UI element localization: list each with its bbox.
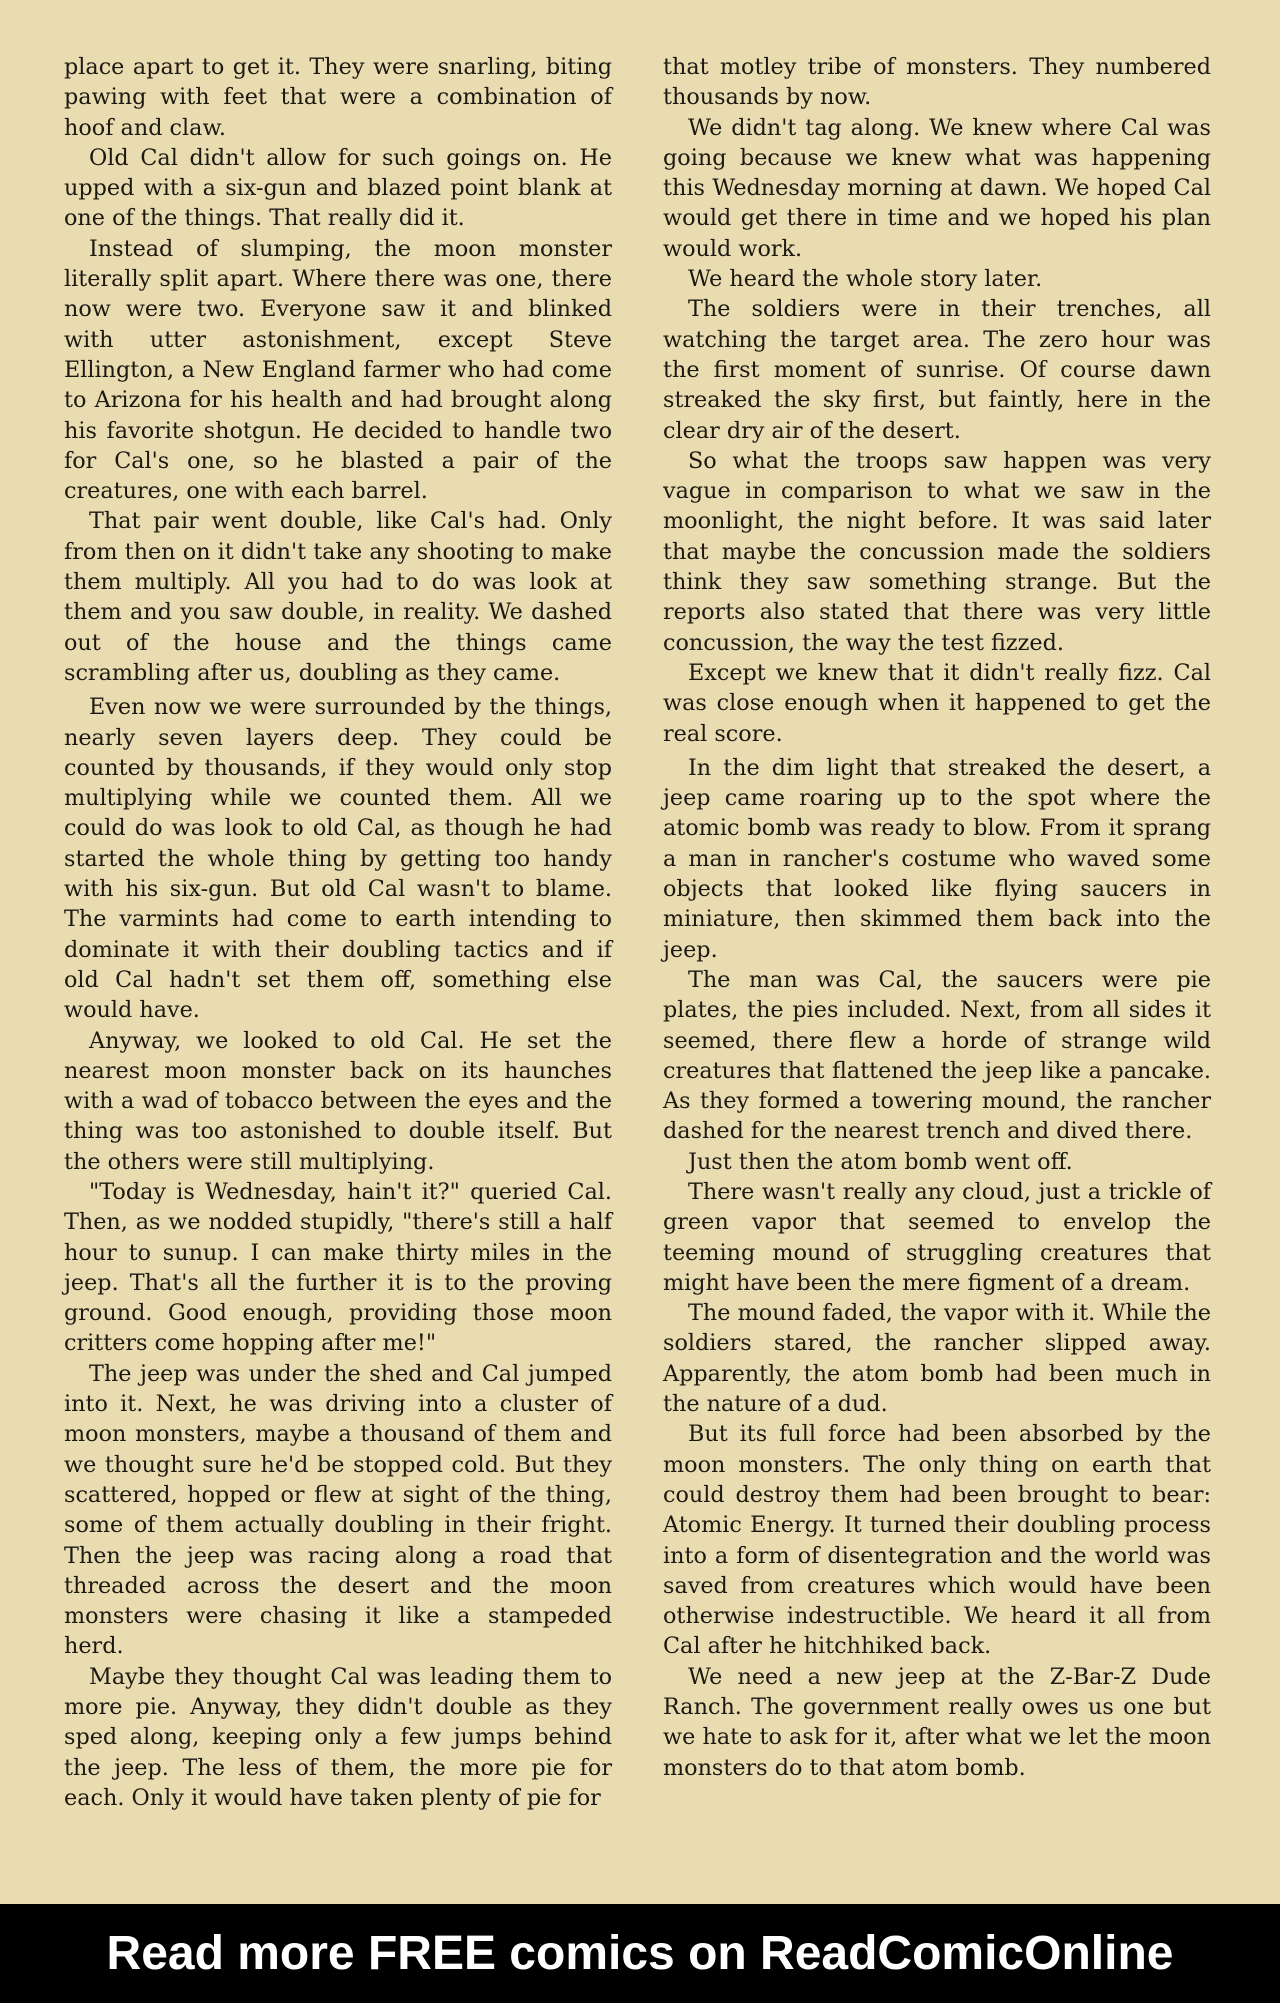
story-paragraph: The soldiers were in their trenches, all watching the target area. The zero hour was the first moment of sunrise. Of course dawn streaked the sky first, but faintly, here in the clear dry air of the desert.: [663, 296, 1211, 444]
story-paragraph: Anyway, we looked to old Cal. He set the nearest moon monster back on its haunches with a wad of tobacco between the eyes and the thing was too astonished to double itself. But the others were still multiplying.: [64, 1027, 612, 1175]
story-paragraph: That pair went double, like Cal's had. Only from then on it didn't take any shooting to make them multiply. All you had to do was look at them and you saw double, in reality. We dashed out of the house and the things came scrambling after us, doubling as they came.: [64, 508, 612, 686]
story-paragraph: Except we knew that it didn't really fizz. Cal was close enough when it happened to get the real score.: [663, 659, 1211, 747]
promo-banner: Read more FREE comics on ReadComicOnline: [0, 1904, 1280, 2003]
story-paragraph: place apart to get it. They were snarling, biting pawing with feet that were a combination of hoof and claw.: [64, 54, 612, 141]
story-paragraph: We heard the whole story later.: [688, 266, 1043, 293]
story-paragraph: Just then the atom bomb went off.: [688, 1148, 1073, 1175]
story-paragraph: Old Cal didn't allow for such goings on. He upped with a six-gun and blazed point blank at one of the things. That really did it.: [64, 144, 612, 232]
story-paragraph: We need a new jeep at the Z-Bar-Z Dude Ranch. The government really owes us one but we hate to ask for it, after what we let the moon monsters do to that atom bomb.: [663, 1663, 1211, 1781]
story-paragraph: In the dim light that streaked the desert, a jeep came roaring up to the spot where the atomic bomb was ready to blow. From it sprang a man in rancher's costume who waved some objects that looked like flying saucers in miniature, then skimmed them back into the jeep.: [663, 754, 1211, 963]
story-paragraph: The man was Cal, the saucers were pie plates, the pies included. Next, from all sides it seemed, there flew a horde of strange wild creatures that flattened the jeep like a pancake. As they formed a towering mound, the rancher dashed for the nearest trench and dived there.: [663, 966, 1211, 1145]
story-paragraph: The mound faded, the vapor with it. While the soldiers stared, the rancher slipped away. Apparently, the atom bomb had been much in the nature of a dud.: [663, 1300, 1211, 1418]
story-paragraph: The jeep was under the shed and Cal jumped into it. Next, he was driving into a cluster of moon monsters, maybe a thousand of them and we thought sure he'd be stopped cold. But they scattered, hopped or flew at sight of the thing, some of them actually doubling in their fright. Then the jeep was racing along a road that threaded across the desert and the moon monsters were chasing it like a stampeded herd.: [64, 1360, 612, 1660]
story-paragraph: "Today is Wednesday, hain't it?" queried Cal. Then, as we nodded stupidly, "there's still a half hour to sunup. I can make thirty miles in the jeep. That's all the further it is to the proving ground. Good enough, providing those moon critters come hopping after me!": [64, 1178, 612, 1357]
story-paragraph: So what the troops saw happen was very vague in comparison to what we saw in the moonlight, the night before. It was said later that maybe the concussion made the soldiers think they saw something strange. But the reports also stated that there was very little concussion, the way the test fizzed.: [663, 447, 1211, 656]
story-column-right: [663, 52, 1211, 1783]
story-paragraph: Even now we were surrounded by the things, nearly seven layers deep. They could be counted by thousands, if they would only stop multiplying while we counted them. All we could do was look to old Cal, as though he had started the whole thing by getting too handy with his six-gun. But old Cal wasn't to blame. The varmints had come to earth intending to dominate it with their doubling tactics and if old Cal hadn't set them off, something else would have.: [64, 694, 612, 1024]
story-paragraph: that motley tribe of monsters. They numbered thousands by now.: [663, 54, 1211, 111]
story-paragraph: Instead of slumping, the moon monster literally split apart. Where there was one, there now were two. Everyone saw it and blinked with utter astonishment, except Steve Ellington, a New England farmer who had come to Arizona for his health and had brought along his favorite shotgun. He decided to handle two for Cal's one, so he blasted a pair of the creatures, one with each barrel.: [64, 235, 612, 505]
story-paragraph: There wasn't really any cloud, just a trickle of green vapor that seemed to envelop the teeming mound of struggling creatures that might have been the mere figment of a dream.: [663, 1178, 1211, 1296]
story-paragraph: But its full force had been absorbed by the moon monsters. The only thing on earth that could destroy them had been brought to bear: Atomic Energy. It turned their doubling process into a form of disentegration and the world was saved from creatures which would have been otherwise indestructible. We heard it all from Cal after he hitchhiked back.: [663, 1421, 1211, 1660]
story-column-left: [64, 52, 612, 1813]
story-paragraph: Maybe they thought Cal was leading them to more pie. Anyway, they didn't double as they sped along, keeping only a few jumps behind the jeep. The less of them, the more pie for each. Only it would have taken plenty of pie for: [64, 1663, 612, 1811]
story-paragraph: We didn't tag along. We knew where Cal was going because we knew what was happening this Wednesday morning at dawn. We hoped Cal would get there in time and we hoped his plan would work.: [663, 114, 1211, 262]
